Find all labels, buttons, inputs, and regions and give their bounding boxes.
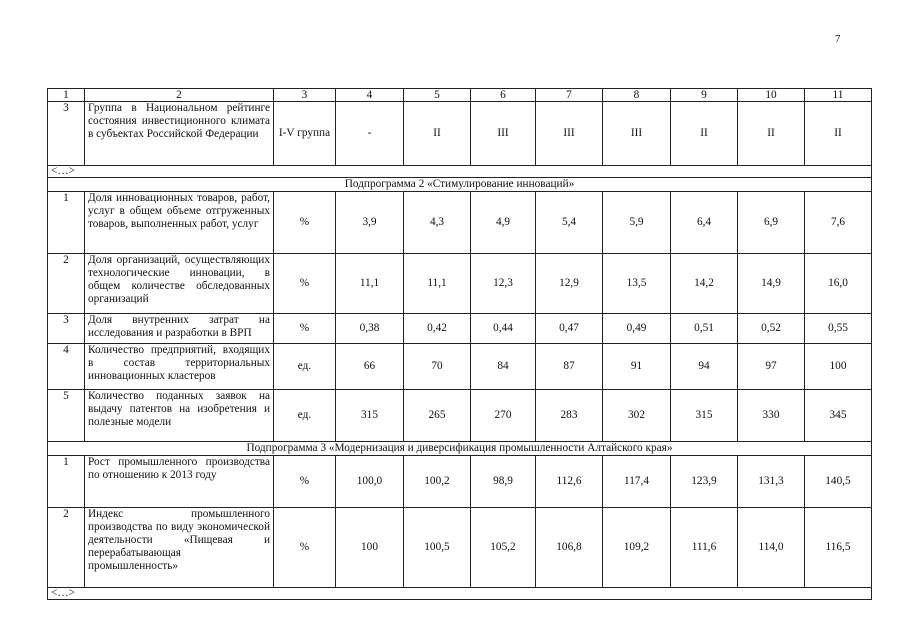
column-number-cell: 1: [48, 89, 85, 102]
value-cell: 5,9: [603, 192, 671, 254]
table-row: [48, 192, 872, 254]
value-cell: 91: [603, 344, 671, 390]
subprogram-header-row: [48, 442, 872, 456]
value-cell: 14,9: [738, 254, 805, 314]
row-number: 2: [48, 254, 85, 314]
value-cell: 16,0: [805, 254, 872, 314]
indicators-table: [47, 88, 872, 600]
value-cell: 0,47: [536, 314, 603, 344]
value-cell: 315: [336, 390, 404, 442]
table-row: [48, 456, 872, 508]
column-number-cell: 10: [738, 89, 805, 102]
row-number: 5: [48, 390, 85, 442]
value-cell: 84: [471, 344, 536, 390]
indicator-name: Группа в Национальном рейтинге состояния инвестиционного климата в субъектах Российской Федерации: [85, 102, 274, 166]
value-cell: 345: [805, 390, 872, 442]
omitted-rows-marker: <…>: [48, 166, 872, 178]
value-cell: II: [738, 102, 805, 166]
value-cell: 105,2: [471, 508, 536, 588]
unit-cell: ед.: [274, 344, 336, 390]
value-cell: 109,2: [603, 508, 671, 588]
value-cell: 87: [536, 344, 603, 390]
value-cell: 12,3: [471, 254, 536, 314]
value-cell: 111,6: [671, 508, 738, 588]
table-row: [48, 314, 872, 344]
indicator-name: Доля внутренних затрат на исследования и разработки в ВРП: [85, 314, 274, 344]
value-cell: 131,3: [738, 456, 805, 508]
value-cell: 12,9: [536, 254, 603, 314]
table-row: [48, 508, 872, 588]
unit-cell: %: [274, 456, 336, 508]
value-cell: II: [404, 102, 471, 166]
value-cell: II: [805, 102, 872, 166]
value-cell: 0,42: [404, 314, 471, 344]
value-cell: 100: [805, 344, 872, 390]
unit-cell: I-V группа: [274, 102, 336, 166]
value-cell: 100: [336, 508, 404, 588]
value-cell: 6,9: [738, 192, 805, 254]
row-number: 2: [48, 508, 85, 588]
value-cell: 11,1: [336, 254, 404, 314]
value-cell: 112,6: [536, 456, 603, 508]
value-cell: -: [336, 102, 404, 166]
value-cell: 4,3: [404, 192, 471, 254]
value-cell: 100,2: [404, 456, 471, 508]
value-cell: 315: [671, 390, 738, 442]
value-cell: 0,55: [805, 314, 872, 344]
value-cell: III: [471, 102, 536, 166]
value-cell: 100,5: [404, 508, 471, 588]
value-cell: 0,51: [671, 314, 738, 344]
unit-cell: %: [274, 254, 336, 314]
value-cell: 0,38: [336, 314, 404, 344]
row-number: 4: [48, 344, 85, 390]
value-cell: III: [603, 102, 671, 166]
column-number-cell: 2: [85, 89, 274, 102]
row-number: 3: [48, 102, 85, 166]
table-row: [48, 390, 872, 442]
value-cell: 66: [336, 344, 404, 390]
value-cell: 0,49: [603, 314, 671, 344]
indicator-name: Рост промышленного производства по отношению к 2013 году: [85, 456, 274, 508]
row-number: 3: [48, 314, 85, 344]
value-cell: 11,1: [404, 254, 471, 314]
ellipsis-row: [48, 588, 872, 600]
ellipsis-row: [48, 166, 872, 178]
column-number-cell: 9: [671, 89, 738, 102]
value-cell: 283: [536, 390, 603, 442]
value-cell: 117,4: [603, 456, 671, 508]
unit-cell: ед.: [274, 390, 336, 442]
value-cell: 140,5: [805, 456, 872, 508]
column-number-row: [48, 89, 872, 102]
indicator-name: Количество поданных заявок на выдачу патентов на изобретения и полезные модели: [85, 390, 274, 442]
value-cell: 100,0: [336, 456, 404, 508]
value-cell: 116,5: [805, 508, 872, 588]
value-cell: 270: [471, 390, 536, 442]
subprogram-title: Подпрограмма 3 «Модернизация и диверсификация промышленности Алтайского края»: [48, 442, 872, 456]
value-cell: 265: [404, 390, 471, 442]
value-cell: 0,44: [471, 314, 536, 344]
value-cell: 70: [404, 344, 471, 390]
column-number-cell: 6: [471, 89, 536, 102]
column-number-cell: 4: [336, 89, 404, 102]
value-cell: 98,9: [471, 456, 536, 508]
table-row: [48, 344, 872, 390]
subprogram-header-row: [48, 178, 872, 192]
value-cell: 7,6: [805, 192, 872, 254]
unit-cell: %: [274, 508, 336, 588]
unit-cell: %: [274, 314, 336, 344]
value-cell: II: [671, 102, 738, 166]
column-number-cell: 7: [536, 89, 603, 102]
unit-cell: %: [274, 192, 336, 254]
row-number: 1: [48, 192, 85, 254]
value-cell: 302: [603, 390, 671, 442]
value-cell: 97: [738, 344, 805, 390]
value-cell: 94: [671, 344, 738, 390]
column-number-cell: 8: [603, 89, 671, 102]
indicator-name: Количество предприятий, входящих в состав территориальных инновационных кластеров: [85, 344, 274, 390]
value-cell: 330: [738, 390, 805, 442]
page-number: 7: [835, 33, 841, 45]
value-cell: 14,2: [671, 254, 738, 314]
column-number-cell: 11: [805, 89, 872, 102]
column-number-cell: 3: [274, 89, 336, 102]
column-number-cell: 5: [404, 89, 471, 102]
value-cell: 3,9: [336, 192, 404, 254]
value-cell: 123,9: [671, 456, 738, 508]
indicator-name: Доля инновационных товаров, работ, услуг в общем объеме отгруженных товаров, выполненных работ, услуг: [85, 192, 274, 254]
row-number: 1: [48, 456, 85, 508]
value-cell: 5,4: [536, 192, 603, 254]
value-cell: III: [536, 102, 603, 166]
value-cell: 106,8: [536, 508, 603, 588]
table-row: [48, 254, 872, 314]
value-cell: 6,4: [671, 192, 738, 254]
indicator-name: Индекс промышленного производства по виду экономической деятельности «Пищевая и перерабатывающая промышленность»: [85, 508, 274, 588]
value-cell: 4,9: [471, 192, 536, 254]
value-cell: 0,52: [738, 314, 805, 344]
value-cell: 13,5: [603, 254, 671, 314]
omitted-rows-marker: <…>: [48, 588, 872, 600]
subprogram-title: Подпрограмма 2 «Стимулирование инноваций»: [48, 178, 872, 192]
value-cell: 114,0: [738, 508, 805, 588]
indicator-name: Доля организаций, осуществляющих технологические инновации, в общем количестве обследованных организаций: [85, 254, 274, 314]
table-row: [48, 102, 872, 166]
